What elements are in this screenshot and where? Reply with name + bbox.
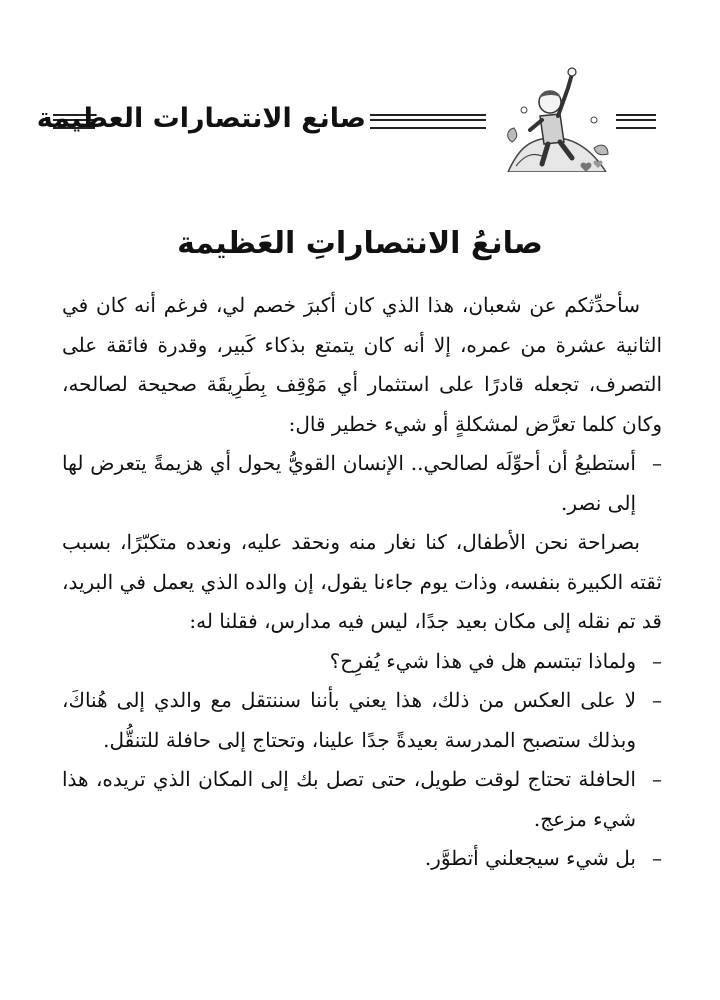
dialog-line xyxy=(62,681,662,760)
paragraph-intro: سأحدِّثكم عن شعبان، هذا الذي كان أكبرَ خصم لي، فرغم أنه كان في الثانية عشرة من عمره، إلا أنه كان يتمتع بذكاء كَبير، وقدرة فائقة على التصرف، تجعله قادرًا على استثمار أي مَوْقِف بِطَرِيقَة صحيحة لصالحه، وكان كلما تعرَّض لمشكلةٍ أو شيء خطير قال: xyxy=(62,293,663,436)
dialog-dash: – xyxy=(652,846,662,870)
dialog-text: أستطيعُ أن أحوِّلَه لصالحي.. الإنسان القويُّ يحول أي هزيمةً يتعرض لها إلى نصر. xyxy=(62,451,636,515)
dialog-dash: – xyxy=(652,451,662,475)
dialog-dash: – xyxy=(652,648,662,673)
header-title: صانع الانتصارات العظيمة xyxy=(36,103,366,134)
dialog-dash: – xyxy=(652,688,662,712)
dialog-text: بل شيء سيجعلني أتطوَّر. xyxy=(424,846,636,870)
header-rule-right xyxy=(616,114,656,129)
dialog-line xyxy=(62,444,662,523)
dialog-line xyxy=(62,760,662,839)
dialog-line xyxy=(62,642,662,682)
dialog-text: ولماذا تبتسم هل في هذا شيء يُفرِح؟ xyxy=(329,648,636,673)
page-header xyxy=(36,60,670,170)
dialog-line xyxy=(62,839,662,879)
dialog-text: لا على العكس من ذلك، هذا يعني بأننا سننتقل مع والدي إلى هُناكَ، وبذلك ستصبح المدرسة بعيدةً جدًا علينا، وتحتاج إلى حافلة للتنقُّل. xyxy=(62,688,636,752)
paragraph-frankly: بصراحة نحن الأطفال، كنا نغار منه ونحقد عليه، ونعده متكبّرًا، بسبب ثقته الكبيرة بنفسه، وذات يوم جاءنا يقول، إن والده الذي يعمل في البريد، قد تم نقله إلى مكان بعيد جدًا، ليس فيه مدارس، فقلنا له: xyxy=(62,530,662,633)
story-title: صانعُ الانتصاراتِ العَظيمة xyxy=(177,226,543,261)
story-body xyxy=(62,286,662,879)
boy-climbing-icon xyxy=(498,60,610,172)
dialog-text: الحافلة تحتاج لوقت طويل، حتى تصل بك إلى المكان الذي تريده، هذا شيء مزعج. xyxy=(62,767,636,831)
header-rule-middle xyxy=(370,114,486,129)
dialog-dash: – xyxy=(652,767,662,791)
